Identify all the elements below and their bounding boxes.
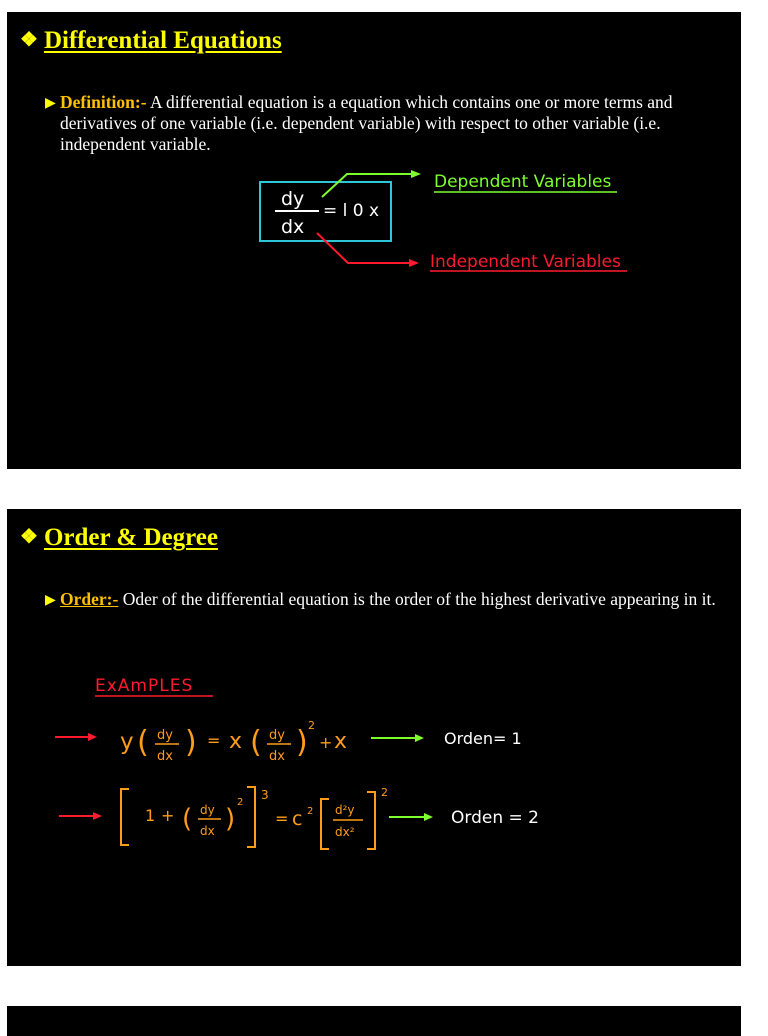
svg-text:): ) — [296, 725, 308, 760]
slide-next-partial — [7, 1006, 741, 1036]
example1-result: Orden= 1 — [444, 729, 522, 748]
example2-result-arrowhead-icon — [424, 813, 433, 821]
triangle-bullet-icon: ▶ — [45, 96, 56, 111]
svg-text:+: + — [319, 733, 333, 752]
heading-title: Order & Degree — [43, 524, 218, 551]
slide-order-degree — [7, 509, 741, 966]
svg-text:2: 2 — [381, 786, 388, 799]
example1-equation — [120, 719, 347, 764]
diamond-bullet-icon: ❖ — [20, 29, 38, 51]
dependent-independent-diagram — [7, 12, 741, 469]
svg-text:dx: dx — [157, 749, 173, 764]
heading-title: Differential Equations — [43, 27, 282, 54]
example1-result-arrowhead-icon — [415, 734, 424, 742]
dependent-arrowhead-icon — [411, 170, 421, 178]
equation-numerator: dy — [281, 188, 305, 210]
svg-text:dx: dx — [269, 749, 285, 764]
order-label: Order:- — [60, 589, 119, 609]
definition-label: Definition:- — [60, 92, 147, 112]
svg-text:1: 1 — [145, 806, 156, 825]
svg-text:2: 2 — [237, 797, 244, 808]
svg-text:=: = — [275, 809, 289, 828]
independent-arrowhead-icon — [409, 259, 419, 267]
dependent-label: Dependent Variables — [434, 172, 612, 192]
svg-text:+: + — [161, 806, 175, 825]
diamond-bullet-icon: ❖ — [20, 526, 38, 548]
svg-text:d²y: d²y — [335, 803, 355, 817]
svg-text:(: ( — [182, 804, 193, 834]
order-examples — [7, 509, 741, 966]
svg-text:=: = — [207, 731, 221, 750]
svg-text:(: ( — [137, 725, 149, 760]
svg-text:dy: dy — [157, 728, 173, 743]
example2-equation — [121, 786, 388, 849]
equation-rhs: = l 0 x — [323, 201, 380, 221]
triangle-bullet-icon: ▶ — [45, 593, 56, 608]
example2-pointer-arrowhead-icon — [93, 812, 102, 820]
examples-label: ExAmPLES — [95, 676, 194, 696]
svg-text:c: c — [292, 808, 303, 830]
definition-text: A differential equation is a equation which contains one or more terms and derivatives of one variable (i.e. dependent variable) with respect to other variable (i.e. independent variable. — [60, 92, 673, 154]
svg-text:): ) — [225, 804, 236, 834]
order-text: Oder of the differential equation is the order of the highest derivative appearing in it. — [118, 589, 716, 609]
svg-text:x: x — [229, 729, 243, 754]
example2-result: Orden = 2 — [451, 808, 539, 828]
svg-text:dx²: dx² — [335, 825, 355, 839]
dependent-arrow — [322, 174, 415, 197]
svg-text:dy: dy — [200, 803, 215, 817]
svg-text:y: y — [120, 729, 134, 755]
svg-text:dx: dx — [200, 824, 215, 838]
equation-denominator: dx — [281, 216, 305, 238]
slide-differential-equations — [7, 12, 741, 469]
independent-arrow — [317, 233, 413, 263]
independent-label: Independent Variables — [430, 252, 621, 272]
svg-text:dy: dy — [269, 728, 285, 743]
svg-text:x: x — [334, 729, 348, 754]
svg-text:3: 3 — [261, 788, 269, 802]
example1-pointer-arrowhead-icon — [88, 733, 97, 741]
svg-text:(: ( — [250, 725, 262, 760]
svg-text:2: 2 — [307, 806, 314, 817]
svg-text:2: 2 — [308, 719, 315, 732]
svg-text:): ) — [185, 725, 197, 760]
